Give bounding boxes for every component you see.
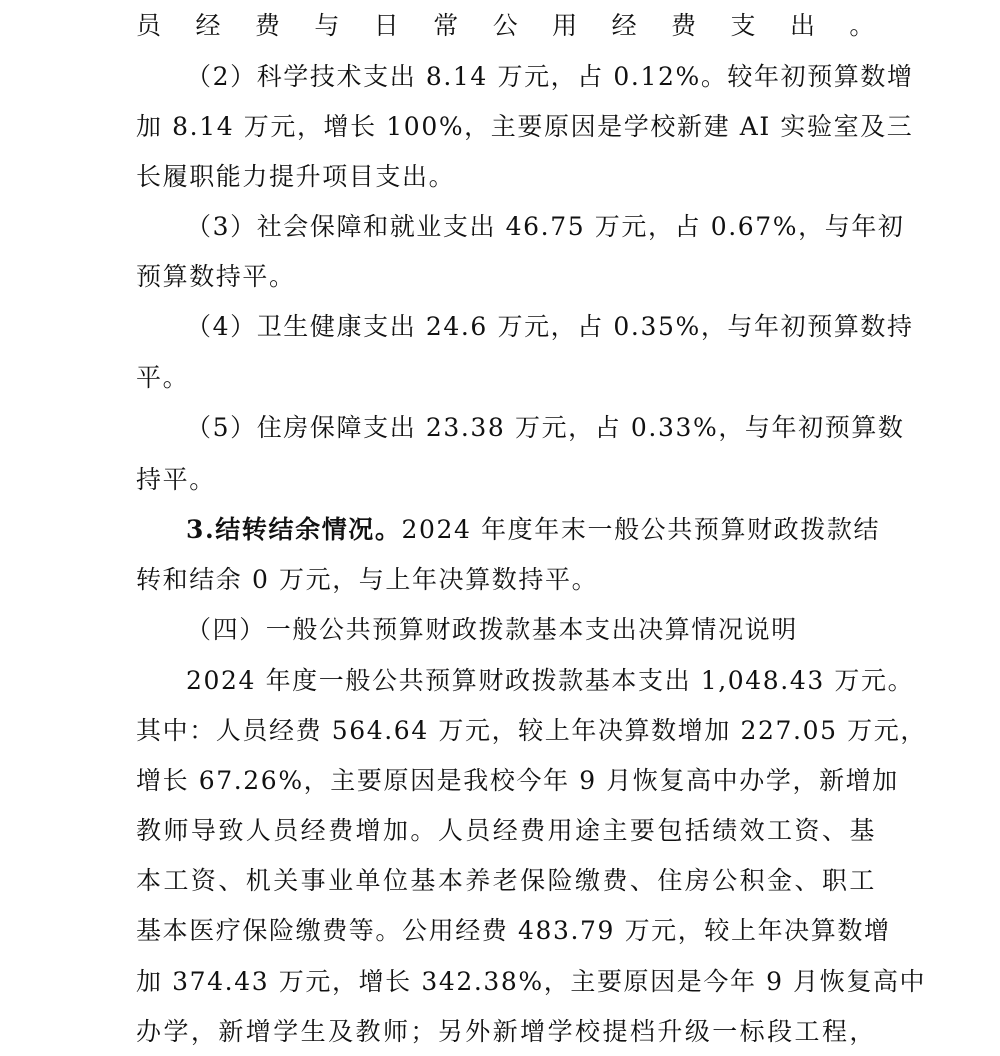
text-line [136,861,876,901]
text-fragment: 其中：人员经费 564.64 万元，较上年决算数增加 227.05 万元， [136,716,927,745]
section-title [186,610,876,650]
text-line [136,6,876,46]
text-line [186,57,914,97]
text-fragment: 2024 年度年末一般公共预算财政拨款结 [401,515,881,544]
section-heading: 3.结转结余情况。 [186,515,402,544]
text-line [136,1012,876,1052]
text-fragment: （四）一般公共预算财政拨款基本支出决算情况说明 [186,615,798,644]
text-fragment: 平。 [136,363,190,392]
text-line [136,761,899,801]
text-fragment: （4）卫生健康支出 24.6 万元，占 0.35%，与年初预算数持 [186,312,914,341]
text-line [136,811,876,851]
text-line [136,157,876,197]
text-fragment: （3）社会保障和就业支出 46.75 万元，占 0.67%，与年初 [186,212,905,241]
text-fragment: 员经费与日常公用经费支出。 [136,11,876,40]
text-fragment: 教师导致人员经费增加。人员经费用途主要包括绩效工资、基 [136,816,876,845]
text-fragment: 2024 年度一般公共预算财政拨款基本支出 1,048.43 万元。 [186,666,915,695]
text-fragment: 基本医疗保险缴费等。公用经费 483.79 万元，较上年决算数增 [136,916,891,945]
text-line [186,661,915,701]
text-line [136,358,876,398]
text-fragment: 持平。 [136,465,216,494]
text-line [136,911,891,951]
text-fragment: 预算数持平。 [136,262,296,291]
text-fragment: 本工资、机关事业单位基本养老保险缴费、住房公积金、职工 [136,866,876,895]
text-line [136,560,876,600]
text-line [186,307,914,347]
text-line [136,460,876,500]
text-fragment: （5）住房保障支出 23.38 万元，占 0.33%，与年初预算数 [186,413,905,442]
text-line [136,257,876,297]
text-line [136,711,927,751]
text-fragment: （2）科学技术支出 8.14 万元，占 0.12%。较年初预算数增 [186,62,914,91]
text-fragment: 加 8.14 万元，增长 100%，主要原因是学校新建 AI 实验室及三 [136,112,914,141]
text-line [186,510,881,550]
text-line [186,408,905,448]
text-fragment: 转和结余 0 万元，与上年决算数持平。 [136,565,599,594]
text-line [136,107,914,147]
text-fragment: 增长 67.26%，主要原因是我校今年 9 月恢复高中办学，新增加 [136,766,899,795]
text-fragment: 加 374.43 万元，增长 342.38%，主要原因是今年 9 月恢复高中 [136,967,927,996]
text-fragment: 长履职能力提升项目支出。 [136,162,456,191]
text-line [186,207,905,247]
text-line [136,962,927,1002]
text-fragment: 办学，新增学生及教师；另外新增学校提档升级一标段工程， [136,1017,876,1046]
